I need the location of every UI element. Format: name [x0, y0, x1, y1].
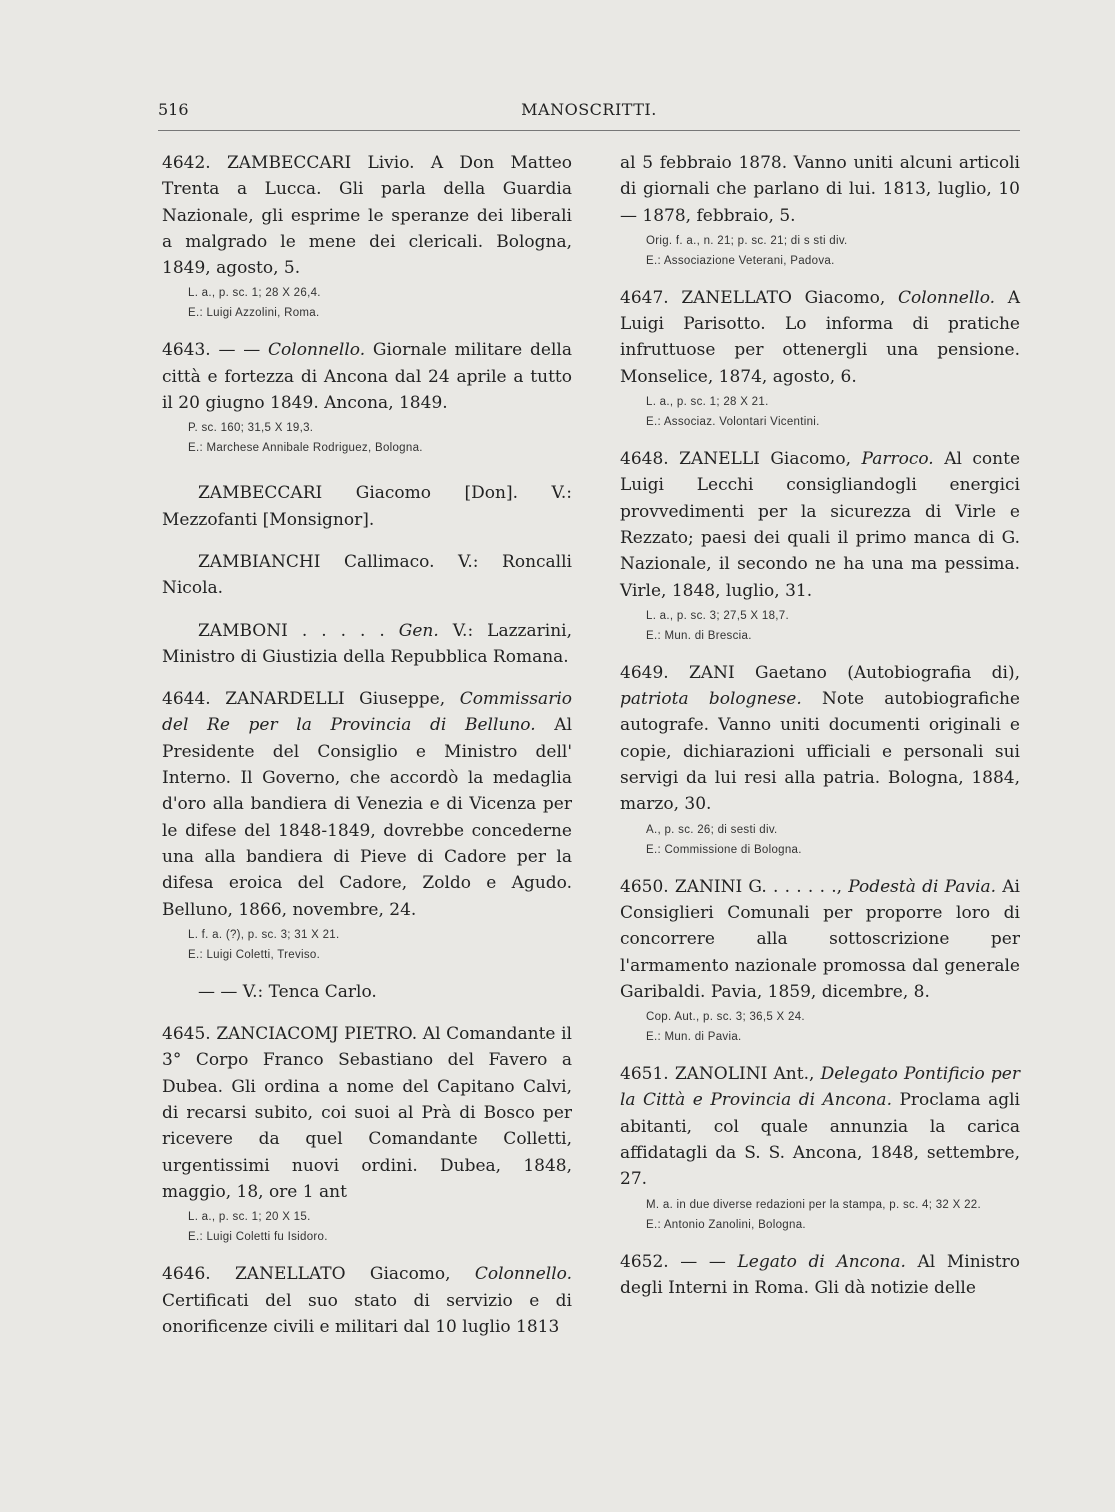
entry-4651: [620, 1061, 1020, 1232]
entry-physical-note: L. f. a. (?), p. sc. 3; 31 X 21.: [188, 928, 340, 941]
entry-4646-continued: [620, 150, 1020, 269]
entry-physical-note: L. a., p. sc. 3; 27,5 X 18,7.: [646, 609, 789, 622]
entry-body: Al Presidente del Consiglio e Ministro dell' Interno. Il Governo, che accordò la medaglia d'oro alla bandiera di Venezia e di Vicenza per le difese del 1848-1849, dovrebbe concederne una alla bandiera di Pieve di Cadore per la difesa eroica del Cadore, Zoldo e Agudo. Belluno, 1866, novembre, 24.: [162, 715, 573, 920]
entry-text: [162, 1261, 572, 1340]
entry-body: Note autobiografiche autografe. Vanno uniti documenti originali e copie, dichiarazioni ufficiali e personali sui servigi da lui resi alla patria. Bologna, 1884, marzo, 30.: [620, 689, 1020, 815]
entry-4648: [620, 446, 1020, 644]
entry-heading: 4646. ZANELLATO Giacomo,: [162, 1264, 475, 1285]
entry-physical-note: P. sc. 160; 31,5 X 19,3.: [188, 422, 314, 435]
entry-heading: 4650. ZANINI G. . . . . . .,: [620, 876, 849, 897]
entry-physical-note: Orig. f. a., n. 21; p. sc. 21; di s sti div.: [646, 234, 848, 247]
page-number: 516: [158, 100, 189, 119]
entry-body: Proclama agli abitanti, col quale annunzia la carica affidatagli da S. S. Ancona, 1848, settembre, 27.: [620, 1090, 1020, 1190]
entry-owner-note: E.: Luigi Coletti fu Isidoro.: [188, 1231, 328, 1244]
entry-heading: 4647. ZANELLATO Giacomo,: [620, 287, 898, 308]
entry-owner-note: E.: Antonio Zanolini, Bologna.: [646, 1218, 806, 1231]
entry-text: [162, 686, 572, 923]
entry-title-italic: patriota bolognese.: [620, 689, 802, 710]
entry-owner-note: E.: Luigi Azzolini, Roma.: [188, 307, 320, 320]
xref-heading: ZAMBONI . . . . .: [198, 620, 399, 641]
entry-owner-note: E.: Mun. di Pavia.: [646, 1031, 742, 1044]
entry-text: [620, 660, 1020, 818]
entry-4646: [162, 1261, 572, 1340]
entry-4642: [162, 150, 572, 321]
entry-body: Giornale militare della città e fortezza di Ancona dal 24 aprile a tutto il 20 giugno 1849. Ancona, 1849.: [162, 340, 572, 414]
entry-4652: [620, 1249, 1020, 1302]
entry-body: Certificati del suo stato di servizio e di onorificenze civili e militari dal 10 luglio 1813: [162, 1290, 572, 1337]
entry-text: 4645. ZANCIACOMJ PIETRO. Al Comandante il 3° Corpo Franco Sebastiano del Favero a Dubea. Gli ordina a nome del Capitano Calvi, di recarsi subito, coi suoi al Prà di Bosco per ricevere da quel Comandante Colletti, urgentissimi nuovi ordini. Dubea, 1848, maggio, 18, ore 1 ant: [162, 1024, 572, 1202]
entry-heading: 4651. ZANOLINI Ant.,: [620, 1064, 821, 1085]
entry-text: [620, 874, 1020, 1005]
entry-heading: 4652. — —: [620, 1251, 738, 1272]
right-column: [620, 150, 1020, 1317]
entry-owner-note: E.: Mun. di Brescia.: [646, 629, 752, 642]
entry-owner-note: E.: Marchese Annibale Rodriguez, Bologna.: [188, 442, 423, 455]
page-title: MANOSCRITTI.: [521, 100, 657, 119]
header-rule: [158, 130, 1020, 131]
entry-4649: [620, 660, 1020, 858]
entry-physical-note: M. a. in due diverse redazioni per la stampa, p. sc. 4; 32 X 22.: [646, 1198, 981, 1211]
entry-owner-note: E.: Commissione di Bologna.: [646, 843, 802, 856]
cross-reference: ZAMBIANCHI Callimaco. V.: Roncalli Nicola.: [162, 551, 572, 599]
entry-text: [620, 285, 1020, 390]
left-column: [162, 150, 572, 1356]
entry-body: A Luigi Parisotto. Lo informa di pratiche infruttuose per ottenergli una pensione. Monselice, 1874, agosto, 6.: [620, 287, 1021, 387]
entry-title-italic: Commissario del Re per la Provincia di Belluno.: [162, 689, 572, 736]
entry-body: Al Ministro degli Interni in Roma. Gli dà notizie delle: [620, 1251, 1020, 1298]
entry-heading: 4643. — —: [162, 340, 269, 361]
entry-title-italic: Colonnello.: [897, 287, 996, 308]
entry-text: [162, 337, 572, 416]
entry-4645: [162, 1021, 572, 1245]
xref-body: V.: Lazzarini, Ministro di Giustizia della Repubblica Romana.: [162, 620, 572, 667]
entry-body: Al conte Luigi Lecchi consigliandogli energici provvedimenti per la sicurezza di Virle e Rezzato; paesi dei quali il primo manca di G. Nazionale, il secondo ne ha una ma pessima. Virle, 1848, luglio, 31.: [620, 449, 1020, 601]
entry-physical-note: Cop. Aut., p. sc. 3; 36,5 X 24.: [646, 1011, 805, 1024]
entry-physical-note: L. a., p. sc. 1; 28 X 21.: [646, 396, 769, 409]
entry-text: 4642. ZAMBECCARI Livio. A Don Matteo Trenta a Lucca. Gli parla della Guardia Nazionale, gli esprime le speranze dei liberali a malgrado le mene dei clericali. Bologna, 1849, agosto, 5.: [162, 153, 572, 279]
entry-4644: [162, 686, 572, 963]
page-header: [158, 100, 1020, 130]
entry-owner-note: E.: Associazione Veterani, Padova.: [646, 254, 835, 267]
entry-text: [620, 446, 1020, 604]
entry-title-italic: Parroco.: [861, 449, 934, 470]
entry-body: Ai Consiglieri Comunali per proporre loro di concorrere alla sottoscrizione per l'armamento nazionale promossa dal generale Garibaldi. Pavia, 1859, dicembre, 8.: [620, 876, 1020, 1002]
entry-text: [620, 1061, 1020, 1192]
entry-title-italic: Colonnello.: [474, 1264, 572, 1285]
entry-owner-note: E.: Luigi Coletti, Treviso.: [188, 948, 321, 961]
entry-heading: 4648. ZANELLI Giacomo,: [620, 449, 862, 470]
entry-physical-note: L. a., p. sc. 1; 20 X 15.: [188, 1211, 311, 1224]
cross-reference: [162, 618, 572, 671]
entry-4643: [162, 337, 572, 456]
entry-owner-note: E.: Associaz. Volontari Vicentini.: [646, 416, 820, 429]
entry-physical-note: A., p. sc. 26; di sesti div.: [646, 823, 778, 836]
entry-heading: 4649. ZANI Gaetano (Autobiografia di),: [620, 662, 1020, 683]
entry-title-italic: Colonnello.: [268, 340, 366, 361]
entry-4650: [620, 874, 1020, 1045]
entry-title-italic: Legato di Ancona.: [737, 1251, 906, 1272]
entry-4647: [620, 285, 1020, 430]
entry-physical-note: L. a., p. sc. 1; 28 X 26,4.: [188, 287, 321, 300]
entry-heading: 4644. ZANARDELLI Giuseppe,: [162, 689, 460, 710]
entry-text: al 5 febbraio 1878. Vanno uniti alcuni articoli di giornali che parlano di lui. 1813, luglio, 10 — 1878, febbraio, 5.: [620, 153, 1020, 226]
cross-reference: — — V.: Tenca Carlo.: [198, 981, 377, 1002]
entry-text: [620, 1249, 1020, 1302]
entry-title-italic: Podestà di Pavia.: [848, 876, 997, 897]
cross-reference: ZAMBECCARI Giacomo [Don]. V.: Mezzofanti [Monsignor].: [162, 483, 572, 530]
entry-title-italic: Delegato Pontificio per la Città e Provincia di Ancona.: [620, 1064, 1020, 1111]
xref-italic: Gen.: [398, 620, 439, 641]
